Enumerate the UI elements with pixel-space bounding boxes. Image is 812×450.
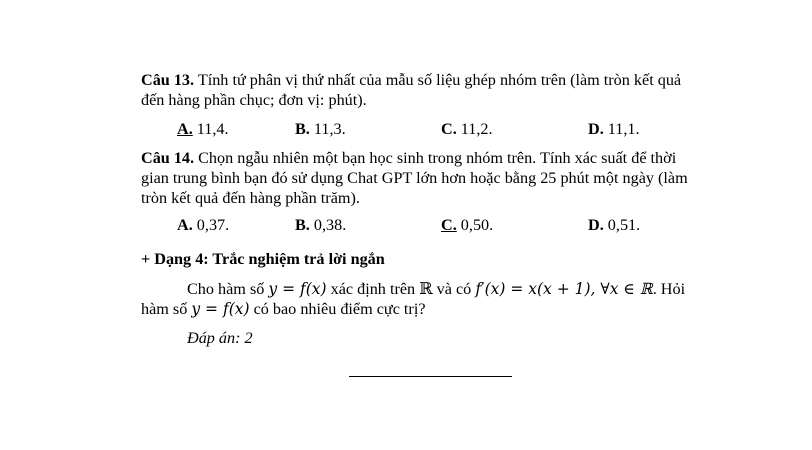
q14-option-a-value: 0,37.	[192, 216, 230, 234]
q13-option-b	[295, 119, 346, 139]
saq-text-2: xác định trên ℝ và có	[326, 280, 476, 298]
q13-option-c-letter: C.	[441, 120, 457, 138]
saq-math-2: f′(x) = x(x + 1), ∀x ∈ ℝ	[475, 280, 653, 298]
question-13-text-line2: đến hàng phần chục; đơn vị: phút).	[141, 91, 367, 109]
q13-option-d-value: 11,1.	[603, 120, 640, 138]
q14-option-d-value: 0,51.	[603, 216, 641, 234]
q13-option-c-value: 11,2.	[456, 120, 493, 138]
saq-text-1: Cho hàm số	[187, 280, 269, 298]
section-heading: + Dạng 4: Trắc nghiệm trả lời ngắn	[141, 250, 385, 268]
q14-option-d-letter: D.	[588, 216, 604, 234]
q14-option-a-letter: A.	[177, 216, 193, 234]
saq-math-1: y = f(x)	[268, 280, 327, 298]
q14-option-b-value: 0,38.	[309, 216, 347, 234]
q13-option-d-letter: D.	[588, 120, 604, 138]
q14-option-c-value: 0,50.	[456, 216, 494, 234]
q13-option-b-letter: B.	[295, 120, 310, 138]
q13-option-a	[177, 119, 229, 139]
question-13-text-line1: Tính tứ phân vị thứ nhất của mẫu số liệu ghép nhóm trên (làm tròn kết quả	[194, 71, 682, 89]
q14-option-a	[177, 215, 229, 235]
saq-text-4: hàm số	[141, 300, 192, 318]
question-13-label: Câu 13.	[141, 71, 195, 89]
question-13	[141, 70, 731, 110]
q14-option-b	[295, 215, 346, 235]
answer-text: Đáp án: 2	[187, 329, 253, 347]
saq-text-3: . Hỏi	[652, 280, 686, 298]
question-14-text-line1: Chọn ngẫu nhiên một bạn học sinh trong nhóm trên. Tính xác suất để thời	[194, 149, 677, 167]
q14-option-b-letter: B.	[295, 216, 310, 234]
question-14	[141, 148, 731, 208]
q14-option-c-letter: C.	[441, 216, 457, 234]
q14-option-c	[441, 215, 493, 235]
q13-option-a-value: 11,4.	[192, 120, 229, 138]
question-14-text-line3: tròn kết quả đến hàng phần trăm).	[141, 189, 360, 207]
divider-line	[349, 376, 512, 377]
saq-text-5: có bao nhiêu điểm cực trị?	[249, 300, 426, 318]
q13-option-c	[441, 119, 493, 139]
question-14-text-line2: gian trung bình bạn đó sử dụng Chat GPT lớn hơn hoặc bằng 25 phút một ngày (làm	[141, 169, 688, 187]
q13-option-d	[588, 119, 640, 139]
q13-option-a-letter: A.	[177, 120, 193, 138]
q14-option-d	[588, 215, 640, 235]
q13-option-b-value: 11,3.	[309, 120, 346, 138]
short-answer-question	[141, 279, 731, 319]
question-14-label: Câu 14.	[141, 149, 195, 167]
saq-math-3: y = f(x)	[191, 300, 250, 318]
